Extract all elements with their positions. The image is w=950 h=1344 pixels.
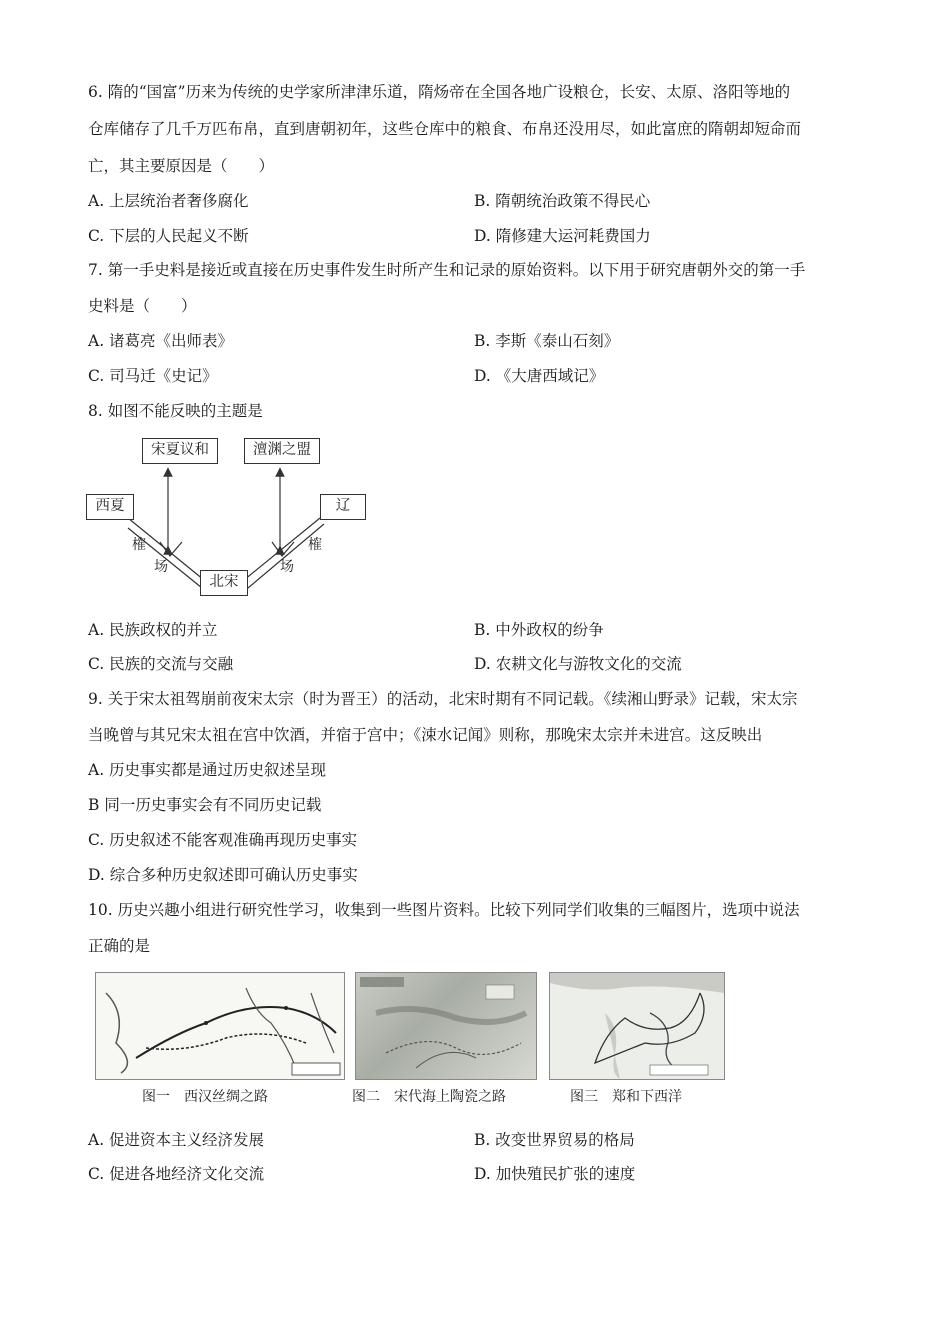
ceramics-road-map xyxy=(355,972,537,1080)
left-que-label: 榷 xyxy=(132,537,146,553)
q9-option-b[interactable]: B 同一历史事实会有不同历史记载 xyxy=(88,796,322,814)
q7-option-d[interactable]: D. 《大唐西域记》 xyxy=(474,367,605,385)
q6-option-a[interactable]: A. 上层统治者奢侈腐化 xyxy=(88,192,249,210)
liao-box: 辽 xyxy=(320,494,366,520)
q9-stem-line1: 9. 关于宋太祖驾崩前夜宋太宗（时为晋王）的活动，北宋时期有不同记载。《续湘山野录》记载，宋太宗 xyxy=(88,690,798,708)
right-chang-label: 场 xyxy=(280,559,294,575)
zheng-he-map xyxy=(549,972,725,1080)
q7-option-b[interactable]: B. 李斯《泰山石刻》 xyxy=(474,332,620,350)
zheng-he-map-drawing xyxy=(550,973,724,1079)
fig3-caption: 图三 郑和下西洋 xyxy=(570,1089,682,1105)
q6-stem-line2: 仓库储存了几千万匹布帛，直到唐朝初年，这些仓库中的粮食、布帛还没用尽，如此富庶的隋朝却短命而 xyxy=(88,120,802,138)
xixia-box: 西夏 xyxy=(86,494,134,520)
q10-option-c[interactable]: C. 促进各地经济文化交流 xyxy=(88,1165,265,1183)
fig2-caption: 图二 宋代海上陶瓷之路 xyxy=(352,1089,506,1105)
q9-option-c[interactable]: C. 历史叙述不能客观准确再现历史事实 xyxy=(88,831,358,849)
q6-option-d[interactable]: D. 隋修建大运河耗费国力 xyxy=(474,227,651,245)
right-que-label: 榷 xyxy=(308,537,322,553)
ceramics-road-map-drawing xyxy=(356,973,536,1079)
q7-stem-line2: 史料是（ ） xyxy=(88,297,197,315)
q6-option-c[interactable]: C. 下层的人民起义不断 xyxy=(88,227,249,245)
beisong-box: 北宋 xyxy=(200,570,248,596)
q9-option-a[interactable]: A. 历史事实都是通过历史叙述呈现 xyxy=(88,761,327,779)
q10-stem-line2: 正确的是 xyxy=(88,937,151,955)
q10-option-d[interactable]: D. 加快殖民扩张的速度 xyxy=(474,1165,636,1183)
q8-option-b[interactable]: B. 中外政权的纷争 xyxy=(474,621,604,639)
q7-stem-line1: 7. 第一手史料是接近或直接在历史事件发生时所产生和记录的原始资料。以下用于研究唐朝外交的第一手 xyxy=(88,261,806,279)
q10-option-b[interactable]: B. 改变世界贸易的格局 xyxy=(474,1131,635,1149)
song-xia-peace-box: 宋夏议和 xyxy=(142,438,218,464)
left-chang-label: 场 xyxy=(154,559,168,575)
q8-stem-line1: 8. 如图不能反映的主题是 xyxy=(88,402,263,420)
silk-road-map-drawing xyxy=(96,973,344,1079)
q6-option-b[interactable]: B. 隋朝统治政策不得民心 xyxy=(474,192,651,210)
fig1-caption: 图一 西汉丝绸之路 xyxy=(142,1089,268,1105)
q6-stem-line1: 6. 隋的“国富”历来为传统的史学家所津津乐道，隋炀帝在全国各地广设粮仓，长安、太原、洛阳等地的 xyxy=(88,83,791,101)
q7-option-a[interactable]: A. 诸葛亮《出师表》 xyxy=(88,332,234,350)
q10-stem-line1: 10. 历史兴趣小组进行研究性学习，收集到一些图片资料。比较下列同学们收集的三幅图片，选项中说法 xyxy=(88,901,800,919)
q6-stem-line3: 亡，其主要原因是（ ） xyxy=(88,157,275,175)
q8-option-a[interactable]: A. 民族政权的并立 xyxy=(88,621,218,639)
q8-option-d[interactable]: D. 农耕文化与游牧文化的交流 xyxy=(474,655,682,673)
q8-option-c[interactable]: C. 民族的交流与交融 xyxy=(88,655,234,673)
q9-stem-line2: 当晚曾与其兄宋太祖在宫中饮酒，并宿于宫中；《涑水记闻》则称，那晚宋太宗并未进宫。这反映出 xyxy=(88,726,763,744)
q10-option-a[interactable]: A. 促进资本主义经济发展 xyxy=(88,1131,265,1149)
silk-road-map xyxy=(95,972,345,1080)
q9-option-d[interactable]: D. 综合多种历史叙述即可确认历史事实 xyxy=(88,866,358,884)
q7-option-c[interactable]: C. 司马迁《史记》 xyxy=(88,367,218,385)
q8-diagram xyxy=(86,432,376,602)
chanyuan-alliance-box: 澶渊之盟 xyxy=(244,438,320,464)
